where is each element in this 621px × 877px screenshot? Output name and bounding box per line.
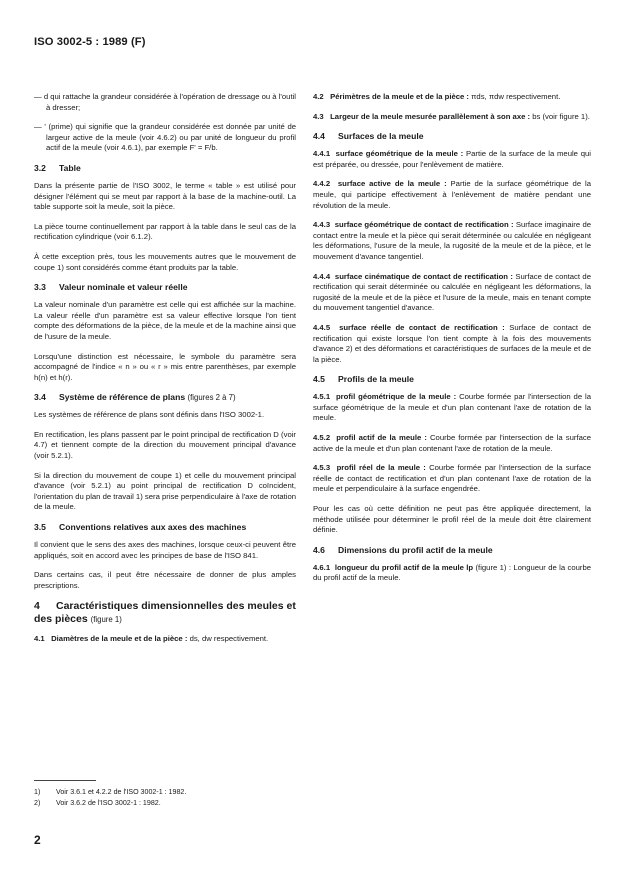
footnotes — [34, 787, 186, 808]
section-4-4-5: 4.4.5 surface réelle de contact de rectification : Surface de contact de rectification qui existe lorsque l'on tient compte à la fois des mouvements d'avance 2) et des déformations et caractéristiques de surfaces de la meule et de la pièce. — [313, 322, 592, 364]
section-4-4-3: 4.4.3 surface géométrique de contact de rectification : Surface imaginaire de contact entre la meule et la pièce qui serait déterminée ou calculée en négligeant les déformations, l'usure de la meule, la rugosité de la meule et de la pièce, et le mouvement d'avance tangentiel. — [313, 220, 592, 261]
section-3-4-heading: 3.4 Système de référence de plans (figures 2 à 7) — [34, 392, 236, 403]
right-column — [313, 92, 591, 593]
section-4-2: 4.2 Périmètres de la meule et de la pièce : πds, πdw respectivement. — [313, 92, 561, 101]
section-3-5-heading: 3.5 Conventions relatives aux axes des machines — [34, 522, 247, 533]
section-3-4-p3: Si la direction du mouvement de coupe 1) et celle du mouvement principal d'avance (voir 5.2.1) au point principal de rectification D coïncident, l'orientation du plan de travail 1) sera prise perpendiculaire à l'axe de rotation de la meule. — [34, 470, 296, 512]
section-4-5-heading: 4.5 Profils de la meule — [313, 374, 414, 385]
section-3-2-p3: À cette exception près, tous les mouvements autres que le mouvement de coupe 1) sont considérés comme étant produits par la table. — [34, 251, 296, 272]
section-4-6-1: 4.6.1 longueur du profil actif de la meule lp (figure 1) : Longueur de la courbe du profil actif de la meule. — [313, 562, 591, 583]
footnote-1: 1) Voir 3.6.1 et 4.2.2 de l'ISO 3002-1 : 1982. — [34, 788, 187, 796]
section-3-5-p1: Il convient que le sens des axes des machines, lorsque ceux-ci peuvent être appliqués, soit en accord avec les principes de base de l'ISO 841. — [34, 540, 296, 560]
section-3-4-p1: Les systèmes de référence de plans sont définis dans l'ISO 3002-1. — [34, 410, 265, 420]
section-3-2-p2: La pièce tourne continuellement par rapport à la table dans le seul cas de la rectification cylindrique (voir 6.1.2). — [34, 221, 296, 242]
section-4-1: 4.1 Diamètres de la meule et de la pièce : ds, dw respectivement. — [34, 634, 269, 644]
section-4-4-2: 4.4.2 surface active de la meule : Partie de la surface géométrique de la meule, qui participe effectivement à l'enlèvement de matière pendant une révolution de la meule. — [313, 179, 591, 210]
page-number: 2 — [34, 833, 41, 847]
section-4-4-1: 4.4.1 surface géométrique de la meule : Partie de la surface de la meule qui est préparée, ou dressée, pour l'enlèvement de matière. — [313, 149, 591, 169]
bullet-prime: — ' (prime) qui signifie que la grandeur considérée est donnée par unité de largeur active de la meule (voir 4.6.2) ou par unité de longueur du profil actif de la meule (voir 4.6.1), par exemple F' = F/b. — [34, 122, 296, 153]
bullet-d: — d qui rattache la grandeur considérée à l'opération de dressage ou à l'outil à dresser; — [34, 92, 296, 112]
section-4-5-1: 4.5.1 profil géométrique de la meule : Courbe formée par l'intersection de la surface géométrique de la meule et d'un plan contenant l'axe de rotation de la meule. — [313, 392, 592, 423]
section-4-3: 4.3 Largeur de la meule mesurée parallèlement à son axe : bs (voir figure 1). — [313, 111, 590, 121]
footnote-2: 2) Voir 3.6.2 de l'ISO 3002-1 : 1982. — [34, 798, 161, 807]
section-3-5-p2: Dans certains cas, il peut être nécessaire de donner de plus amples prescriptions. — [34, 570, 296, 590]
section-4-heading: 4 Caractéristiques dimensionnelles des meules et des pièces (figure 1) — [34, 600, 296, 626]
section-4-5-note: Pour les cas où cette définition ne peut pas être appliquée directement, la méthode utilisée pour déterminer le profil réel de la meule doit être clairement définie. — [313, 504, 591, 535]
section-3-2-heading: 3.2 Table — [34, 162, 81, 173]
section-3-4-p2: En rectification, les plans passent par le point principal de rectification D (voir 4.7) et tiennent compte de la direction du mouvement principal d'avance (voir 5.2.1). — [34, 429, 296, 461]
section-3-3-heading: 3.3 Valeur nominale et valeur réelle — [34, 282, 188, 293]
section-3-2-p1: Dans la présente partie de l'ISO 3002, le terme « table » est utilisé pour désigner l'élément qui se meut par rapport à la base de la machine-outil. La table supporte soit la meule, soit la pièce. — [34, 180, 296, 212]
section-3-3-p2: Lorsqu'une distinction est nécessaire, le symbole du paramètre sera accompagné de l'indice « n » ou « r » mis entre parenthèses, par exemple h(n) et h(r). — [34, 351, 296, 382]
section-4-6-heading: 4.6 Dimensions du profil actif de la meule — [313, 544, 493, 555]
footnote-divider — [34, 780, 96, 781]
section-4-5-3: 4.5.3 profil réel de la meule : Courbe formée par l'intersection de la surface réelle de contact de rectification et d'un plan contenant l'axe de rotation de la meule et perpendiculaire à la surface engendrée. — [313, 463, 592, 494]
section-4-4-heading: 4.4 Surfaces de la meule — [313, 131, 424, 142]
section-4-4-4: 4.4.4 surface cinématique de contact de rectification : Surface de contact de rectification qui serait déterminée ou calculée en négligeant les déformations, la rugosité de la meule et de la pièce et l'usure de la meule, mais en tenant compte du mouvement tangentiel d'avance. — [313, 271, 591, 313]
document-header: ISO 3002-5 : 1989 (F) — [34, 36, 146, 48]
section-4-5-2: 4.5.2 profil actif de la meule : Courbe formée par l'intersection de la surface active de la meule et d'un plan contenant l'axe de rotation de la meule. — [313, 433, 591, 453]
left-column — [34, 92, 296, 654]
section-3-3-p1: La valeur nominale d'un paramètre est celle qui est affichée sur la machine. La valeur réelle d'un paramètre est sa valeur effective lorsque l'on tient compte des déformations de la pièce, de la meule et de la machine ainsi que de l'usure de la meule. — [34, 300, 296, 341]
